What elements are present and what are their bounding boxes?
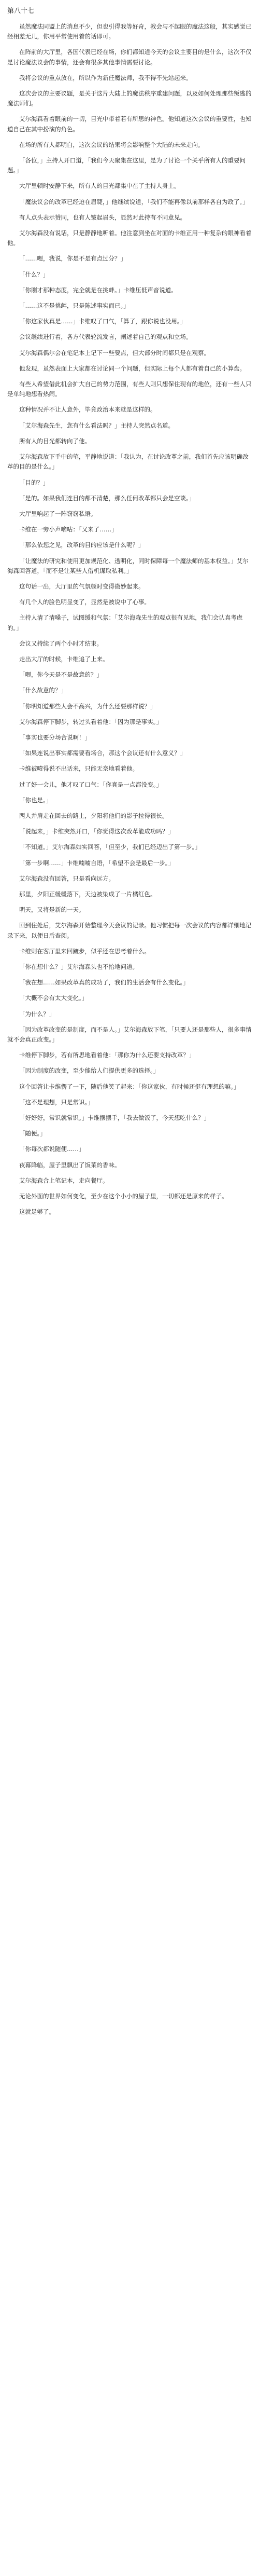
paragraph: 「你刚才那种态度，完全就是在挑衅。」卡维压低声音说道。 [19, 286, 177, 294]
paragraph: 虽然魔法同盟上的消息不少，但也引得我等好奇，教会与不起眼的魔法这般，其实感觉已经相差无几，你用平常使用着的话即可。 [7, 23, 252, 40]
paragraph: 艾尔海森停下脚步，转过头看着他：「因为那是事实。」 [19, 718, 162, 725]
paragraph: 「因为改革改变的是制度，而不是人。」艾尔海森放下笔，「只要人还是那些人，很多事情就不会真正改变。」 [7, 1025, 252, 1044]
paragraph: 「艾尔海森先生，您有什么看法吗？」主持人突然点名道。 [19, 421, 174, 429]
paragraph: 「随便。」 [19, 1130, 46, 1138]
paragraph: 艾尔海森合上笔记本，走向餐厅。 [19, 1176, 109, 1184]
paragraph: 「不知道。」艾尔海森如实回答，「但至少，我们已经迈出了第一步。」 [19, 843, 201, 851]
paragraph: 卡维停下脚步，若有所思地看着他：「那你为什么还要支持改革？」 [19, 1051, 195, 1059]
paragraph: 明天，又将是新的一天。 [19, 906, 85, 914]
paragraph: 艾尔海森看着眼前的一切，目光中带着若有所思的神色。他知道这次会议的重要性，也知道自己在其中扮演的角色。 [7, 115, 252, 133]
paragraph: 大厅里顿时安静下来，所有人的目光都集中在了主持人身上。 [19, 182, 180, 190]
paragraph: 「因为制度的改变，至少能给人们提供更多的选择。」 [19, 1067, 160, 1075]
paragraph: 「好好好，常识就常识。」卡维摆摆手，「我去做饭了，今天想吃什么？」 [19, 1114, 210, 1122]
paragraph: 这句话一出，大厅里的气氛顿时变得微妙起来。 [19, 582, 145, 590]
paragraph: 两人并肩走在回去的路上，夕阳将他们的影子拉得很长。 [19, 812, 168, 819]
paragraph: 「我在想……如果改革真的成功了，我们的生活会有什么变化。」 [19, 979, 189, 986]
paragraph: 「喂，你今天是不是故意的？」 [19, 671, 103, 679]
paragraph: 那里，夕阳正缓缓落下，天边被染成了一片橘红色。 [19, 890, 156, 898]
paragraph: 「如果连说出事实都需要看场合，那这个会议还有什么意义？」 [19, 749, 186, 757]
paragraph: 艾尔海森没有说话，只是静静地听着。他注意到坐在对面的卡维正用一种复杂的眼神看着他。 [7, 229, 252, 247]
paragraph: 有几个人的脸色明显变了，显然是被说中了心事。 [19, 598, 150, 606]
paragraph: 「事实也要分场合说啊！」 [19, 733, 91, 741]
paragraph: 「大概不会有太大变化。」 [19, 994, 88, 1002]
paragraph: 会议继续进行着，各方代表轮流发言，阐述着自己的观点和立场。 [19, 333, 192, 341]
paragraph: 「这不是理想，只是常识。」 [19, 1098, 94, 1106]
paragraph: 过了好一会儿，他才叹了口气：「你真是一点都没变。」 [19, 780, 162, 788]
paragraph: 卡维则在客厅里来回踱步，似乎还在思考着什么。 [19, 947, 150, 955]
paragraph: 走出大厅的时候，卡维追了上来。 [19, 655, 109, 663]
paragraph: 「什么故意的？」 [19, 687, 67, 694]
paragraph: 主持人清了清嗓子，试图缓和气氛：「艾尔海森先生的观点很有见地，我们会认真考虑的。」 [7, 614, 243, 632]
paragraph: 这个回答让卡维愣了一下，随后他笑了起来：「你这家伙，有时候还挺有理想的嘛。」 [19, 1083, 240, 1090]
paragraph: 回到住处后，艾尔海森开始整理今天会议的记录。他习惯把每一次会议的内容都详细地记录下来，以便日后查阅。 [7, 922, 252, 939]
paragraph: 无论外面的世界如何变化，至少在这个小小的屋子里，一切都还是原来的样子。 [19, 1193, 228, 1200]
paragraph: 卡维被噎得说不出话来，只能无奈地看着他。 [19, 765, 138, 773]
paragraph: 「什么？」 [19, 270, 49, 278]
paragraph: 「那么依您之见，改革的目的应该是什么呢？」 [19, 541, 145, 549]
paragraph: 「目的？」 [19, 478, 49, 486]
paragraph: 「……嗯，我说，你是不是有点过分？」 [19, 255, 126, 263]
article-body [7, 22, 252, 1217]
paragraph: 有人点头表示赞同，也有人皱起眉头，显然对此持有不同意见。 [19, 213, 186, 221]
paragraph: 「说起来，」卡维突然开口，「你觉得这次改革能成功吗？」 [19, 828, 174, 835]
paragraph: 「你每次都说随便……」 [19, 1145, 85, 1153]
paragraph: 他发现，虽然表面上大家都在讨论同一个问题，但实际上每个人都有着自己的小算盘。 [19, 364, 246, 372]
paragraph: 夜幕降临，屋子里飘出了饭菜的香味。 [19, 1161, 121, 1169]
paragraph: 卡维在一旁小声嘀咕：「又来了……」 [19, 526, 118, 533]
paragraph: 「你也是。」 [19, 796, 52, 804]
paragraph: 「让魔法的研究和使用更加规范化、透明化，同时保障每一个魔法师的基本权益。」艾尔海森回答道，「而不是让某些人借机谋取私利。」 [7, 557, 249, 574]
paragraph: 「魔法议会的改革已经迫在眉睫，」他继续说道，「我们不能再像以前那样各自为政了。」 [19, 198, 249, 205]
paragraph: 「为什么？」 [19, 1010, 55, 1018]
paragraph: 「你这家伙真是……」卡维叹了口气，「算了，跟你说也没用。」 [19, 318, 186, 325]
paragraph: 这就足够了。 [19, 1208, 55, 1216]
paragraph: 这种情况并不让人意外，毕竟政治本来就是这样的。 [19, 406, 156, 414]
paragraph: 所有人的目光都转向了他。 [19, 437, 91, 445]
paragraph: 「你在想什么？」艾尔海森头也不抬地问道。 [19, 963, 138, 970]
paragraph: 「各位，」主持人开口道，「我们今天聚集在这里，是为了讨论一个关乎所有人的重要问题。」 [7, 157, 246, 174]
paragraph: 「第一步啊……」卡维喃喃自语，「希望不会是最后一步。」 [19, 859, 174, 867]
paragraph: 「……这不是挑衅，只是陈述事实而已。」 [19, 302, 130, 310]
paragraph: 在场的所有人都明白，这次会议的结果将会影响整个大陆的未来走向。 [19, 141, 204, 148]
paragraph: 这次会议的主要议题，是关于这片大陆上的魔法秩序重建问题，以及如何处理那些叛逃的魔法师们。 [7, 90, 252, 107]
paragraph: 「是的。如果我们连目的都不清楚，那么任何改革都只会是空谈。」 [19, 494, 195, 502]
paragraph: 「你明知道那些人会不高兴，为什么还要那样说？」 [19, 702, 156, 710]
chapter-title: 第八十七 [7, 7, 35, 15]
paragraph: 在阵前的大厅里，各国代表已经在场，你们都知道今天的会议主要目的是什么，这次不仅是讨论魔法议会的事情，还会有很多其他事情需要讨论。 [7, 48, 252, 66]
paragraph: 艾尔海森没有回答，只是看向远方。 [19, 874, 114, 882]
paragraph: 艾尔海森放下手中的笔，平静地说道：「我认为，在讨论改革之前，我们首先应该明确改革的目的是什么。」 [7, 453, 249, 471]
paragraph: 我将会议的重点放在，所以作为新任魔法师，我不得不先站起来。 [19, 74, 192, 81]
paragraph: 会议又持续了两个小时才结束。 [19, 639, 103, 647]
paragraph: 大厅里响起了一阵窃窃私语。 [19, 510, 97, 517]
paragraph: 艾尔海森偶尔会在笔记本上记下一些要点，但大部分时间都只是在观察。 [19, 349, 210, 357]
paragraph: 有些人希望借此机会扩大自己的势力范围，有些人则只想保住现有的地位，还有一些人只是单纯地想看热闹。 [7, 380, 252, 398]
